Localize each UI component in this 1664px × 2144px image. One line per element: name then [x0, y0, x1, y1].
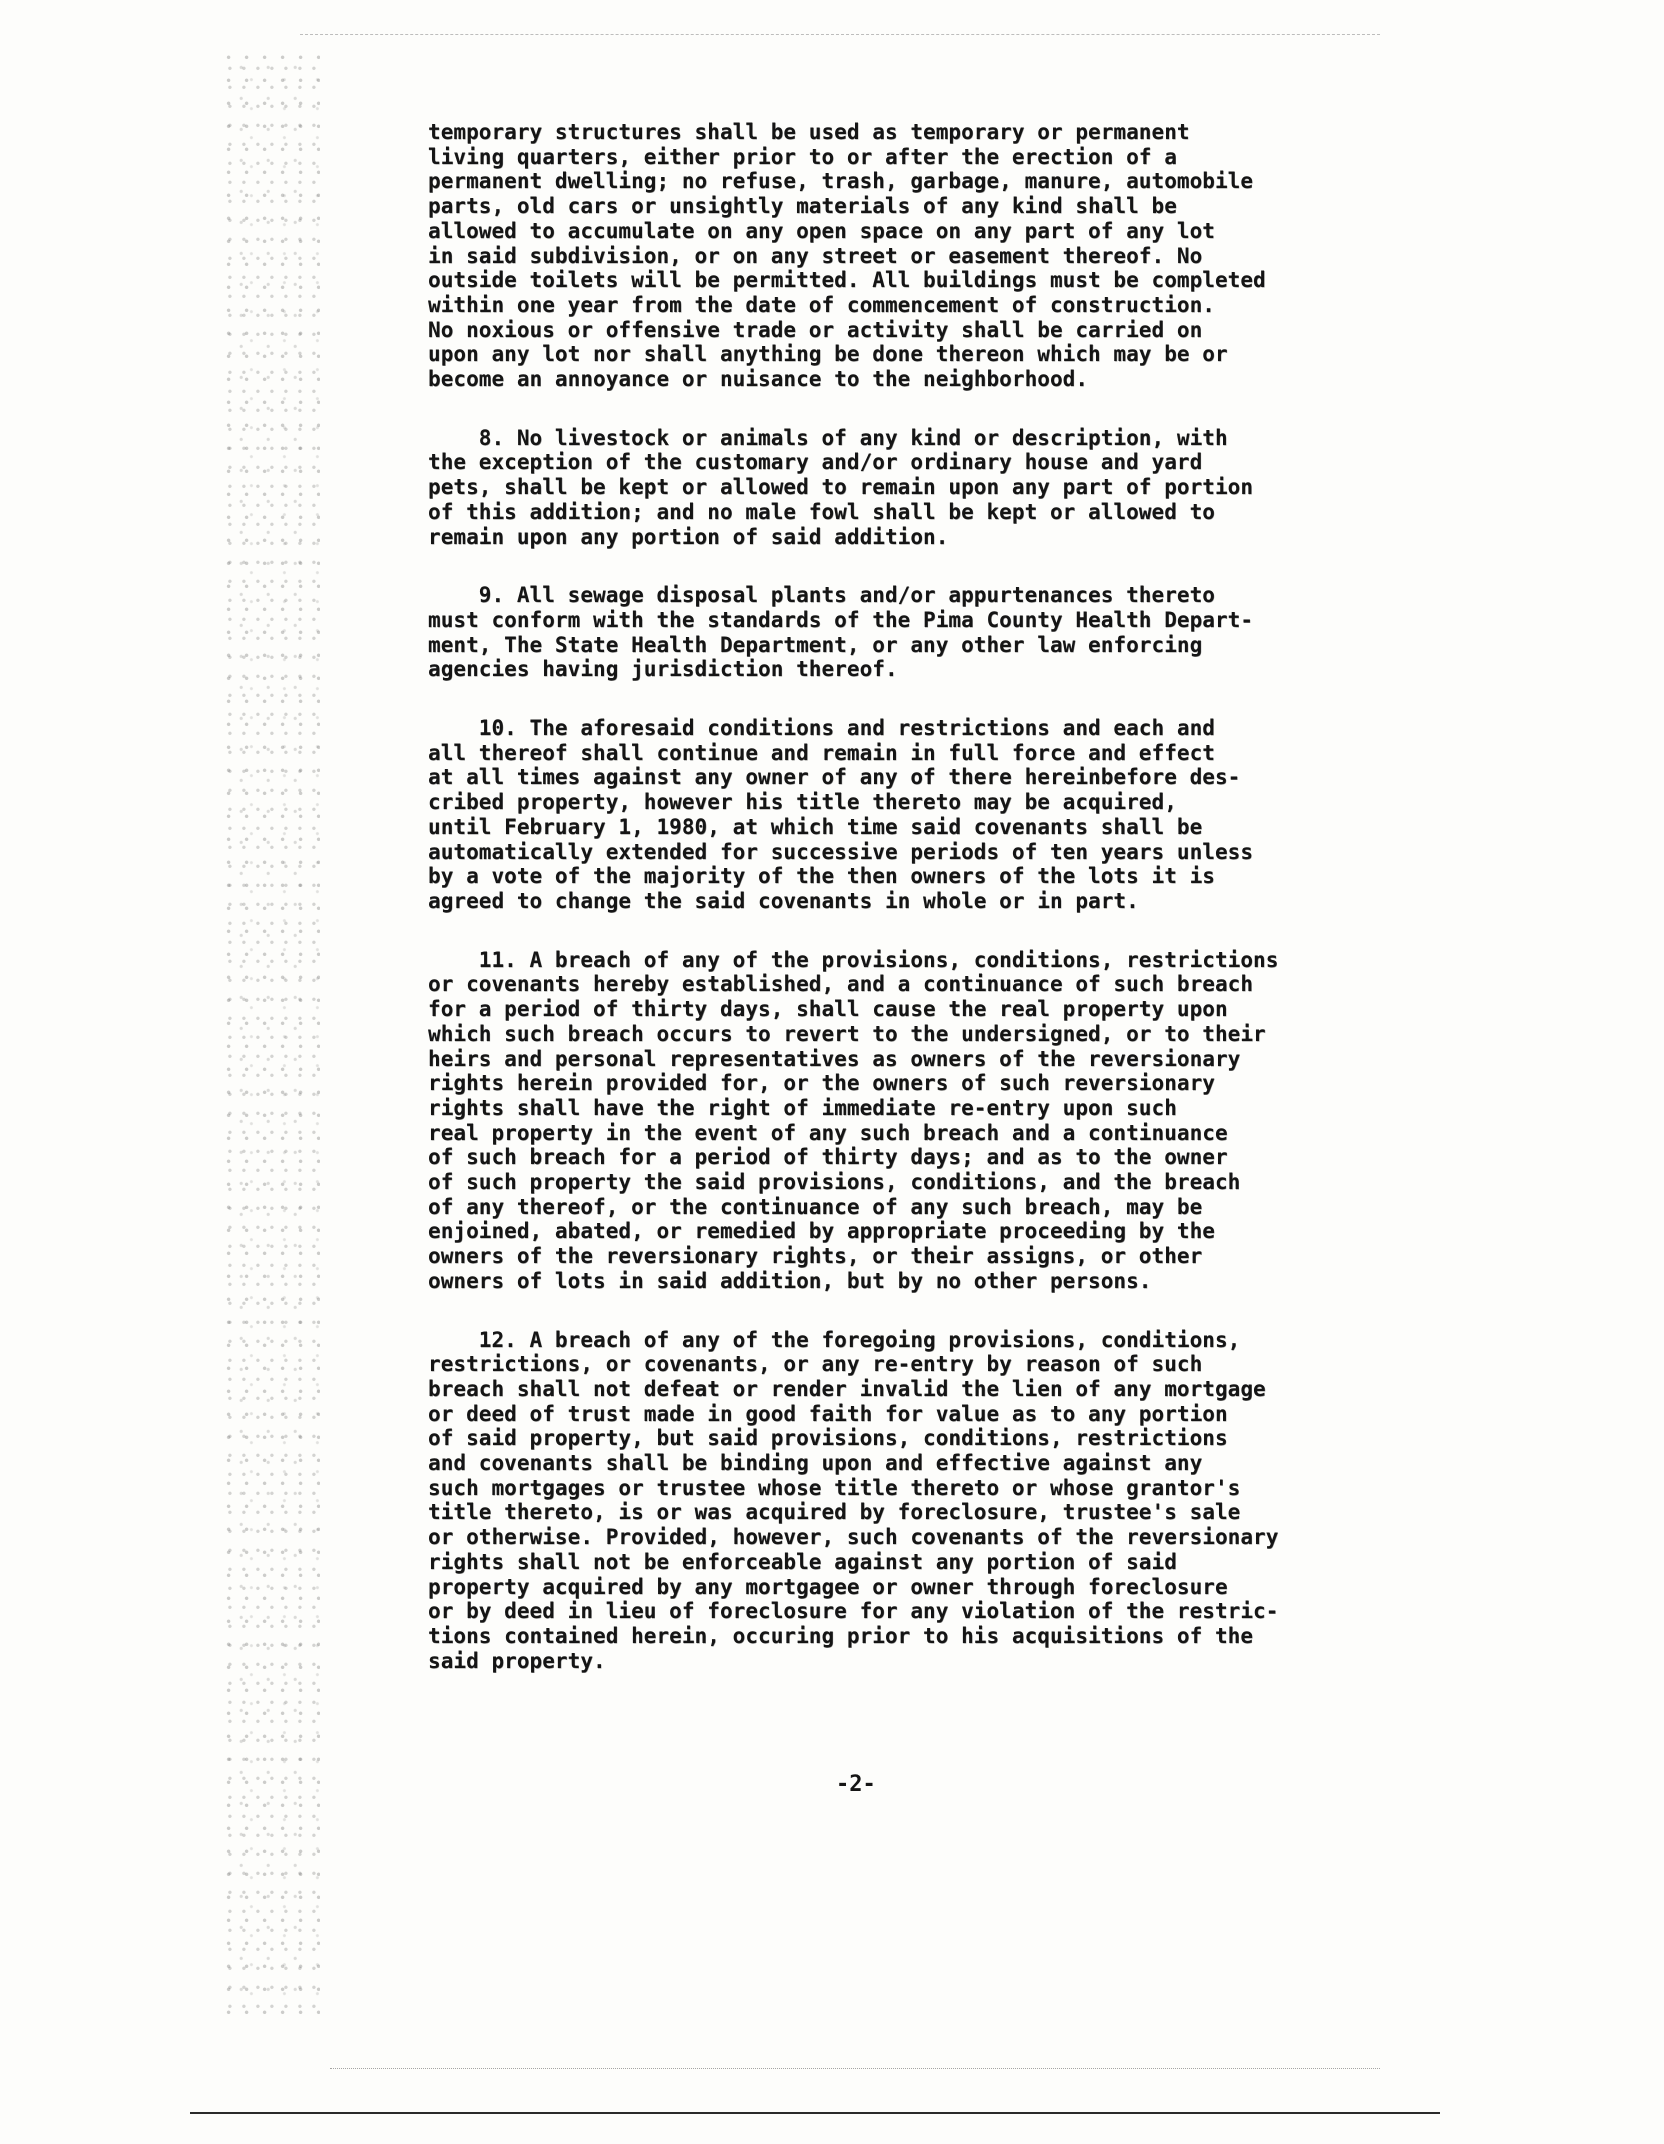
text-line: or by deed in lieu of foreclosure for any violation of the restric- [428, 1599, 1279, 1624]
text-line: remain upon any portion of said addition. [428, 524, 949, 549]
scan-noise-left-margin [225, 55, 320, 2015]
text-line: of such property the said provisions, conditions, and the breach [428, 1170, 1241, 1195]
text-line: agencies having jurisdiction thereof. [428, 657, 898, 682]
text-line: 8. No livestock or animals of any kind or description, with [428, 425, 1228, 450]
text-line: all thereof shall continue and remain in full force and effect [428, 740, 1215, 765]
text-line: become an annoyance or nuisance to the neighborhood. [428, 367, 1089, 392]
text-line: rights shall not be enforceable against any portion of said [428, 1549, 1177, 1574]
text-line: 10. The aforesaid conditions and restrictions and each and [428, 716, 1215, 741]
text-line: upon any lot nor shall anything be done thereon which may be or [428, 342, 1228, 367]
paragraph [428, 1328, 1448, 1674]
text-line: within one year from the date of commencement of construction. [428, 292, 1215, 317]
text-line: for a period of thirty days, shall cause the real property upon [428, 997, 1228, 1022]
text-line: living quarters, either prior to or after the erection of a [428, 144, 1177, 169]
document-body [428, 120, 1448, 1707]
text-line: until February 1, 1980, at which time said covenants shall be [428, 814, 1203, 839]
paragraph [428, 120, 1448, 392]
text-line: or covenants hereby established, and a continuance of such breach [428, 972, 1254, 997]
text-line: rights herein provided for, or the owners of such reversionary [428, 1071, 1215, 1096]
text-line: of this addition; and no male fowl shall be kept or allowed to [428, 499, 1215, 524]
text-line: agreed to change the said covenants in whole or in part. [428, 888, 1139, 913]
paragraph [428, 948, 1448, 1294]
text-line: No noxious or offensive trade or activity shall be carried on [428, 317, 1203, 342]
text-line: title thereto, is or was acquired by foreclosure, trustee's sale [428, 1500, 1241, 1525]
text-line: the exception of the customary and/or ordinary house and yard [428, 450, 1203, 475]
text-line: tions contained herein, occuring prior to his acquisitions of the [428, 1623, 1254, 1648]
text-line: automatically extended for successive periods of ten years unless [428, 839, 1254, 864]
text-line: cribed property, however his title thereto may be acquired, [428, 790, 1177, 815]
text-line: pets, shall be kept or allowed to remain upon any part of portion [428, 475, 1254, 500]
text-line: permanent dwelling; no refuse, trash, garbage, manure, automobile [428, 169, 1254, 194]
scan-edge-bottom [190, 2112, 1440, 2114]
text-line: which such breach occurs to revert to the undersigned, or to their [428, 1021, 1266, 1046]
text-line: outside toilets will be permitted. All buildings must be completed [428, 268, 1266, 293]
text-line: parts, old cars or unsightly materials of any kind shall be [428, 194, 1177, 219]
text-line: in said subdivision, or on any street or easement thereof. No [428, 243, 1203, 268]
scan-edge-dots [330, 2068, 1380, 2069]
text-line: said property. [428, 1648, 606, 1673]
text-line: enjoined, abated, or remedied by appropriate proceeding by the [428, 1219, 1215, 1244]
paragraph [428, 426, 1448, 550]
text-line: 12. A breach of any of the foregoing provisions, conditions, [428, 1327, 1241, 1352]
text-line: owners of the reversionary rights, or their assigns, or other [428, 1244, 1203, 1269]
scan-edge-top [300, 34, 1380, 35]
text-line: heirs and personal representatives as owners of the reversionary [428, 1046, 1241, 1071]
text-line: of any thereof, or the continuance of any such breach, may be [428, 1194, 1203, 1219]
text-line: real property in the event of any such breach and a continuance [428, 1120, 1228, 1145]
text-line: or otherwise. Provided, however, such covenants of the reversionary [428, 1525, 1279, 1550]
text-line: and covenants shall be binding upon and effective against any [428, 1451, 1203, 1476]
paragraph [428, 583, 1448, 682]
text-line: 11. A breach of any of the provisions, conditions, restrictions [428, 947, 1279, 972]
text-line: property acquired by any mortgagee or owner through foreclosure [428, 1574, 1228, 1599]
text-line: such mortgages or trustee whose title thereto or whose grantor's [428, 1475, 1241, 1500]
text-line: of said property, but said provisions, conditions, restrictions [428, 1426, 1228, 1451]
text-line: at all times against any owner of any of there hereinbefore des- [428, 765, 1241, 790]
text-line: breach shall not defeat or render invalid the lien of any mortgage [428, 1376, 1266, 1401]
page-number: -2- [836, 1772, 876, 1797]
text-line: ment, The State Health Department, or any other law enforcing [428, 632, 1203, 657]
text-line: or deed of trust made in good faith for value as to any portion [428, 1401, 1228, 1426]
text-line: temporary structures shall be used as temporary or permanent [428, 120, 1190, 144]
text-line: by a vote of the majority of the then owners of the lots it is [428, 864, 1215, 889]
text-line: owners of lots in said addition, but by no other persons. [428, 1268, 1152, 1293]
text-line: rights shall have the right of immediate re-entry upon such [428, 1095, 1177, 1120]
text-line: restrictions, or covenants, or any re-entry by reason of such [428, 1352, 1203, 1377]
text-line: 9. All sewage disposal plants and/or appurtenances thereto [428, 583, 1215, 608]
text-line: of such breach for a period of thirty days; and as to the owner [428, 1145, 1228, 1170]
paragraph [428, 716, 1448, 914]
text-line: allowed to accumulate on any open space on any part of any lot [428, 218, 1215, 243]
text-line: must conform with the standards of the Pima County Health Depart- [428, 607, 1254, 632]
